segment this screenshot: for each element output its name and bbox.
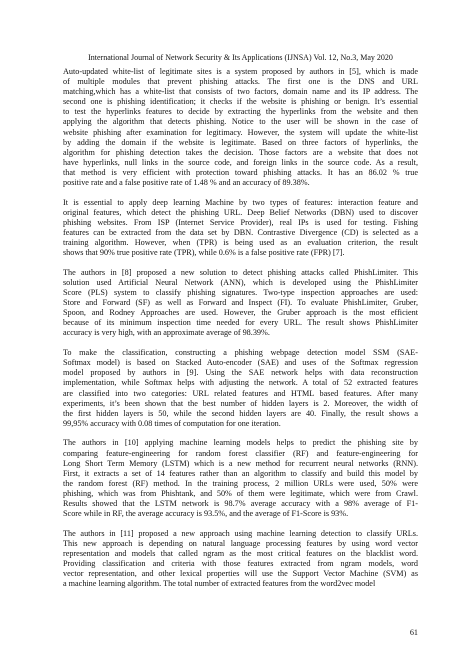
text-line: applying the algorithm that detects phishing. Notice to the user will be shown in the case of: [63, 117, 418, 127]
text-line: features can be extracted from the data set by DBN. Contrastive Divergence (CD) is selected as a: [63, 228, 418, 237]
text-line: Results showed that the LSTM network is 98.7% average accuracy with a 98% average of F1-: [63, 499, 418, 509]
text-line: The authors in [8] proposed a new solution to detect phishing attacks called PhishLimiter. This: [63, 267, 418, 277]
body-paragraph: [63, 529, 418, 590]
text-line: solution used Artificial Neural Network (ANN), which is developed using the PhishLimiter: [63, 277, 418, 287]
text-line: Store and Forward (SF) as well as Forward and Inspect (FI). To evaluate PhishLimiter, Gruber,: [63, 298, 418, 308]
text-line: This new approach is depending on natural language processing features by using word vector: [63, 538, 418, 548]
text-line: Score while in RF, the average accuracy is 93.5%, and the average of F1-Score is 93%.: [63, 509, 349, 519]
body-paragraph: [63, 67, 418, 188]
text-line: the first hidden layers is 50, while the second hidden layers are 40. Finally, the result shows a: [63, 408, 418, 418]
text-line: accuracy is very high, with an approximate average of 98.39%.: [63, 328, 270, 338]
text-line: because of its minimum inspection time needed for every URL. The result shows PhishLimiter: [63, 318, 418, 328]
text-line: algorithm for phishing detection takes the decision. Those factors are a website that does not: [63, 147, 418, 157]
text-line: that method is very efficient with protection toward phishing attacks. It has an 86.02 % true: [63, 167, 418, 177]
text-line: To make the classification, constructing a phishing webpage detection model SSM (SAE-: [63, 348, 418, 358]
text-line: Score (PLS) system to classify phishing signatures. Two-type inspection approaches are used:: [63, 288, 418, 298]
text-line: the random forest (RF) method. In the training process, 2 million URLs were used, 50% were: [63, 478, 418, 488]
body-paragraph: [63, 198, 418, 259]
text-line: Softmax model) is based on Stacked Auto-encoder (SAE) and uses of the Softmax regression: [63, 358, 418, 368]
text-line: Providing classification and criteria with those features extracted from ngram models, word: [63, 559, 418, 569]
text-line: positive rate and a false positive rate of 1.48 % and an accuracy of 89.38%.: [63, 178, 310, 188]
text-line: The authors in [11] proposed a new approach using machine learning detection to classify URLs.: [63, 528, 418, 538]
text-line: It is essential to apply deep learning Machine by two types of features: interaction feature and: [63, 197, 418, 207]
text-line: phishing websites. From ISP (Internet Service Provider), real IPs is used for testing. Fishing: [63, 217, 418, 227]
text-line: vector representation, and other lexical properties will use the Support Vector Machine (SVM) as: [63, 569, 418, 579]
text-line: website phishing after examination for legitimacy. However, the system will update the white-list: [63, 127, 418, 137]
text-line: implementation, while Softmax helps with adjusting the network. A total of 52 extracted features: [63, 378, 418, 388]
text-line: original features, which detect the phishing URL. Deep Belief Networks (DBN) used to discover: [63, 207, 418, 217]
text-line: comparing feature-engineering for random forest classifier (RF) and feature-engineering for: [63, 448, 418, 458]
text-line: matching,which has a white-list that consists of two factors, domain name and its IP address. The: [63, 87, 418, 97]
text-line: Spoon, and Rodney Approaches are used. However, the Gruber approach is the most efficient: [63, 308, 418, 318]
journal-running-header: International Journal of Network Security & Its Applications (IJNSA) Vol. 12, No.3, May 2020: [88, 53, 393, 62]
text-line: a machine learning algorithm. The total number of extracted features from the word2vec model: [63, 579, 376, 589]
body-text: [63, 67, 418, 589]
text-line: phishing, which was from Phishtank, and 50% of them were legitimate, which were from Crawl.: [63, 488, 418, 498]
text-line: are classified into two categories: URL related features and HTML based features. After many: [63, 388, 418, 398]
text-line: First, it extracts a set of 14 features rather than an algorithm to classify and build this model by: [63, 468, 418, 478]
text-line: 99,95% accuracy with 0.08 times of computation for one iteration.: [63, 418, 281, 428]
text-line: by adding the domain if the website is legitimate. Based on three factors of hyperlinks, the: [63, 137, 418, 147]
text-line: Auto-updated white-list of legitimate sites is a system proposed by authors in [5], which is made: [63, 67, 418, 76]
text-line: experiments, it’s been shown that the best number of hidden layers is 2. Moreover, the width of: [63, 398, 418, 408]
text-line: of multiple modules that prevent phishing attacks. The first one is the DNS and URL: [63, 77, 418, 87]
text-line: second one is phishing identification; it checks if the website is phishing or benign. It’s essential: [63, 97, 418, 107]
body-paragraph: [63, 348, 418, 429]
text-line: representation and models that called ngram as the most critical features on the blacklist word.: [63, 549, 418, 558]
text-line: Long Short Term Memory (LSTM) which is a new method for recurrent neural networks (RNN).: [63, 458, 418, 468]
text-line: have hyperlinks, null links in the source code, and foreign links in the source code. As a result,: [63, 157, 418, 167]
body-paragraph: [63, 438, 418, 519]
text-line: model proposed by authors in [9]. Using the SAE network helps with data reconstruction: [63, 368, 418, 378]
text-line: The authors in [10] applying machine learning models helps to predict the phishing site by: [63, 438, 418, 448]
text-line: shows that 90% true positive rate (TPR), while 0.6% is a false positive rate (FPR) [7].: [63, 248, 345, 258]
page-number: 61: [409, 628, 418, 637]
body-paragraph: [63, 268, 418, 339]
text-line: to test the hyperlinks features to decide by extracting the hyperlinks from the website and then: [63, 107, 418, 117]
text-line: training algorithm. However, when (TPR) is being used as an evaluation criterion, the result: [63, 238, 418, 248]
